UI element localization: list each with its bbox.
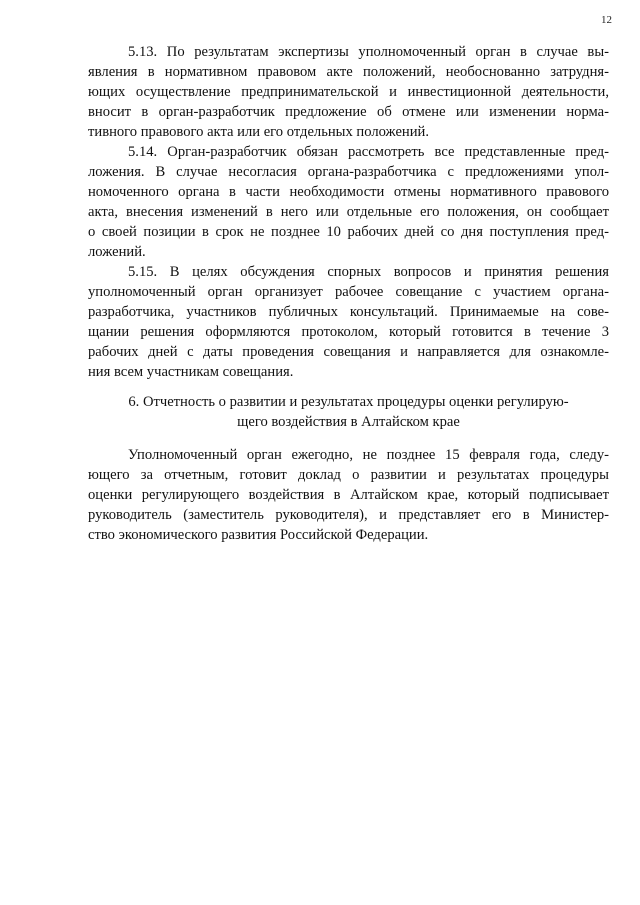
heading-line: щего воздействия в Алтайском крае (237, 414, 460, 430)
text-line: акта, внесения изменений в него или отдельные его положения, он сообщает (88, 204, 609, 220)
text-line: Уполномоченный орган ежегодно, не позднее 15 февраля года, следу- (128, 447, 609, 463)
text-line: ющего за отчетным, готовит доклад о развитии и результатах процедуры (88, 467, 609, 483)
text-line: щании решения оформляются протоколом, который готовится в течение 3 (88, 324, 609, 340)
text-line: ство экономического развития Российской Федерации. (88, 527, 429, 543)
text-line: 5.14. Орган-разработчик обязан рассмотреть все представленные пред- (128, 144, 609, 160)
document-body (88, 42, 609, 545)
text-line: ложений. (88, 244, 146, 260)
section-6-paragraph (88, 445, 609, 545)
text-line: о своей позиции в срок не позднее 10 рабочих дней со дня поступления пред- (88, 224, 609, 240)
section-6-heading (88, 392, 609, 432)
text-line: вносит в орган-разработчик предложение об отмене или изменении норма- (88, 104, 609, 120)
paragraph-5-13 (88, 42, 609, 142)
text-line: разработчика, участников публичных консультаций. Принимаемые на сове- (88, 304, 609, 320)
text-line: номоченного органа в части необходимости отмены нормативного правового (88, 184, 609, 200)
text-line: ющих осуществление предпринимательской и инвестиционной деятельности, (88, 84, 609, 100)
text-line: рабочих дней с даты проведения совещания и направляется для ознакомле- (88, 344, 609, 360)
paragraph-5-14 (88, 142, 609, 262)
text-line: оценки регулирующего воздействия в Алтайском крае, который подписывает (88, 487, 609, 503)
spacer (88, 382, 609, 392)
page-number: 12 (601, 14, 612, 26)
text-line: 5.13. По результатам экспертизы уполномоченный орган в случае вы- (128, 44, 609, 60)
text-line: тивного правового акта или его отдельных положений. (88, 124, 429, 140)
spacer (88, 432, 609, 445)
text-line: ния всем участникам совещания. (88, 364, 294, 380)
text-line: 5.15. В целях обсуждения спорных вопросов и принятия решения (128, 264, 609, 280)
heading-line: 6. Отчетность о развитии и результатах процедуры оценки регулирую- (128, 394, 569, 410)
text-line: ложения. В случае несогласия органа-разработчика с предложениями упол- (88, 164, 609, 180)
text-line: явления в нормативном правовом акте положений, необоснованно затрудня- (88, 64, 609, 80)
text-line: уполномоченный орган организует рабочее совещание с участием органа- (88, 284, 609, 300)
text-line: руководитель (заместитель руководителя), и представляет его в Министер- (88, 507, 609, 523)
paragraph-5-15 (88, 262, 609, 382)
